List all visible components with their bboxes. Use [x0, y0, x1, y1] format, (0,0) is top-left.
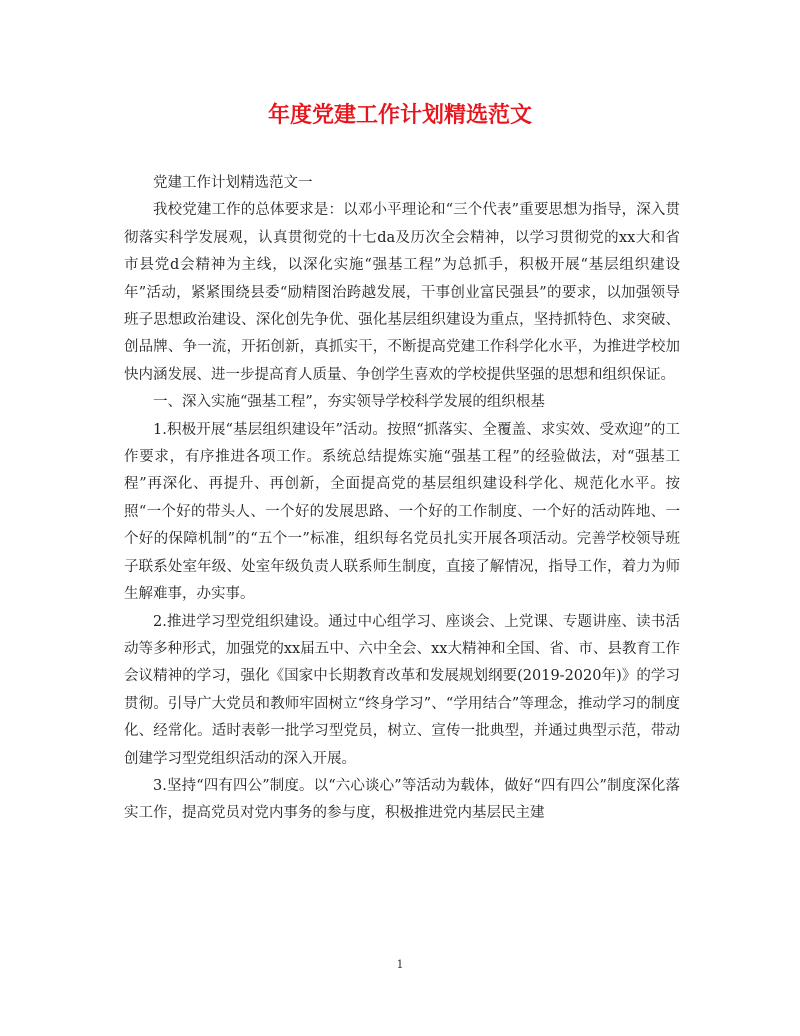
document-body: [124, 170, 680, 828]
paragraph: 我校党建工作的总体要求是：以邓小平理论和“三个代表”重要思想为指导，深入贯彻落实科学发展观，认真贯彻党的十七da及历次全会精神，以学习贯彻党的xx大和省市县党d会精神为主线，以深化实施“强基工程”为总抓手，积极开展“基层组织建设年”活动，紧紧围绕县委“励精图治跨越发展，干事创业富民强县”的要求，以加强领导班子思想政治建设、深化创先争优、强化基层组织建设为重点，坚持抓特色、求突破、创品牌、争一流，开拓创新，真抓实干，不断提高党建工作科学化水平，为推进学校加快内涵发展、进一步提高育人质量、争创学生喜欢的学校提供坚强的思想和组织保证。: [124, 202, 680, 383]
paragraph: 3.坚持“四有四公”制度。以“六心谈心”等活动为载体，做好“四有四公”制度深化落实工作，提高党员对党内事务的参与度，积极推进党内基层民主建: [124, 777, 680, 822]
paragraph: 1.积极开展“基层组织建设年”活动。按照“抓落实、全覆盖、求实效、受欢迎”的工作要求，有序推进各项工作。系统总结提炼实施“强基工程”的经验做法，对“强基工程”再深化、再提升、再创新，全面提高党的基层组织建设科学化、规范化水平。按照“一个好的带头人、一个好的发展思路、一个好的工作制度、一个好的活动阵地、一个好的保障机制”的“五个一”标准，组织每名党员扎实开展各项活动。完善学校领导班子联系处室年级、处室年级负责人联系师生制度，直接了解情况，指导工作，着力为师生解难事，办实事。: [124, 421, 680, 603]
paragraph-heading: 党建工作计划精选范文一: [153, 175, 313, 191]
paragraph: 2.推进学习型党组织建设。通过中心组学习、座谈会、上党课、专题讲座、读书活动等多种形式，加强党的xx届五中、六中全会、xx大精神和全国、省、市、县教育工作会议精神的学习，强化《国家中长期教育改革和发展规划纲要(2019-2020年)》的学习贯彻。引导广大党员和教师牢固树立“终身学习”、“学用结合”等理念，推动学习的制度化、经常化。适时表彰一批学习型党员，树立、宣传一批典型，并通过典型示范，带动创建学习型党组织活动的深入开展。: [124, 613, 680, 767]
section-heading: 一、深入实施“强基工程”，夯实领导学校科学发展的组织根基: [153, 394, 545, 411]
page-number: 1: [396, 958, 404, 971]
document-title: 年度党建工作计划精选范文: [267, 102, 532, 128]
